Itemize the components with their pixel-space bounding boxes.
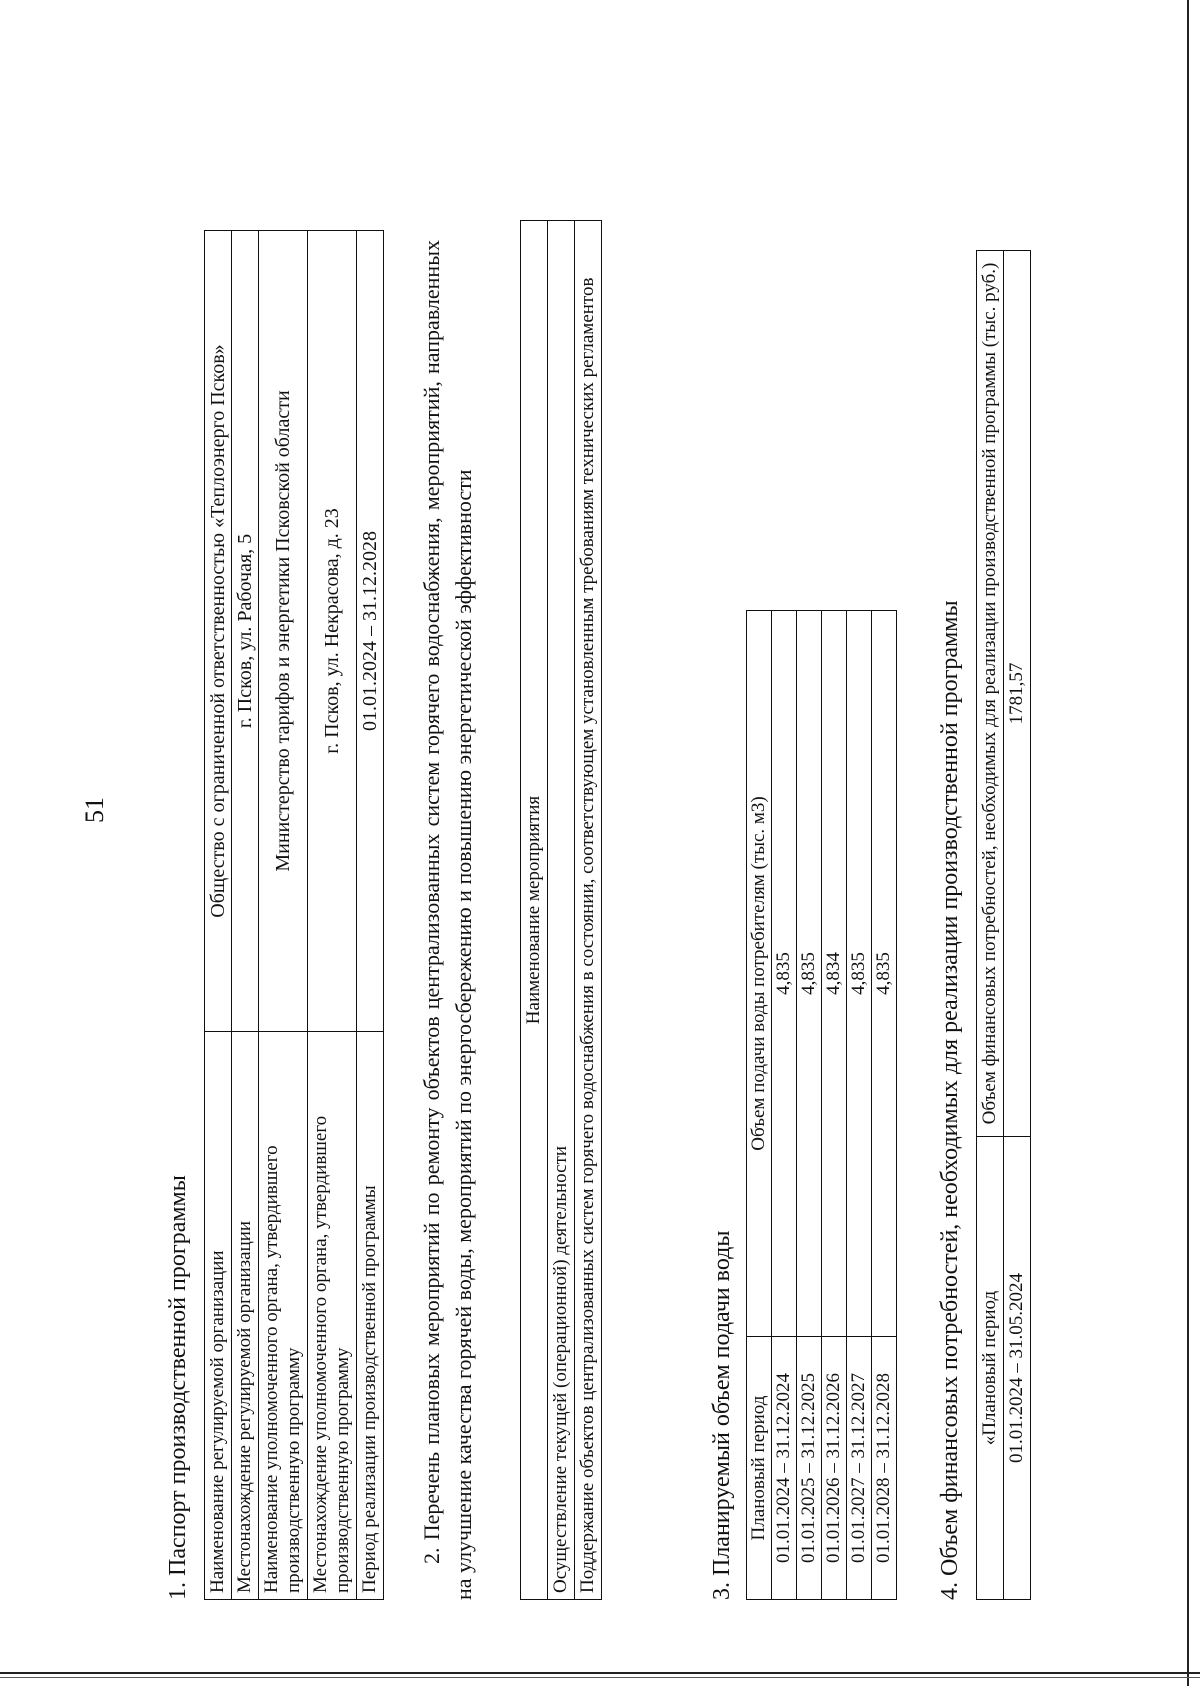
financial-period: 01.01.2024 – 31.05.2024 <box>1004 1137 1031 1600</box>
section2-title: 2. Перечень плановых мероприятий по ремонту объектов централизованных систем горячего водоснабжения, мероприятий, направленных на улучшение качества горячей воды, мероприятий по энергосбережению и повышению энергетической эффективности <box>419 240 476 1600</box>
water-volume-period: 01.01.2025 – 31.12.2025 <box>797 1337 822 1600</box>
passport-label: Местонахождение уполномоченного органа, утвердившего производственную программу <box>308 1032 357 1600</box>
water-volume-table <box>746 610 897 1600</box>
water-volume-value: 4,835 <box>797 611 822 1337</box>
passport-label: Период реализации производственной программы <box>357 1032 384 1600</box>
water-volume-value: 4,835 <box>872 611 897 1337</box>
water-volume-row <box>822 611 847 1600</box>
passport-value: Общество с ограниченной ответственностью «Теплоэнерго Псков» <box>205 231 232 1032</box>
passport-row <box>259 231 308 1600</box>
passport-label: Местонахождение регулируемой организации <box>232 1032 259 1600</box>
scan-border-bottom-inner <box>0 1677 1200 1678</box>
water-volume-value: 4,835 <box>772 611 797 1337</box>
measure-name: Поддержание объектов централизованных систем горячего водоснабжения в состоянии, соответствующем установленным требованиям технических регламентов <box>575 221 602 1600</box>
financial-needs-table <box>976 250 1031 1600</box>
financial-row <box>1004 251 1031 1600</box>
measures-header: Наименование мероприятия <box>521 221 548 1600</box>
passport-label: Наименование регулируемой организации <box>205 1032 232 1600</box>
financial-header-period: «Плановый период <box>977 1137 1004 1600</box>
page-number: 51 <box>80 797 109 823</box>
water-volume-value: 4,834 <box>822 611 847 1337</box>
measure-row <box>575 221 602 1600</box>
rotated-document-page <box>80 50 1120 1610</box>
financial-header-amount: Объем финансовых потребностей, необходимых для реализации производственной программы (тыс. руб.) <box>977 251 1004 1137</box>
water-volume-row <box>772 611 797 1600</box>
scan-border-bottom <box>0 1672 1200 1674</box>
water-volume-header-volume: Объем подачи воды потребителям (тыс. м3) <box>747 611 772 1337</box>
water-volume-header-period: Плановый период <box>747 1337 772 1600</box>
passport-row <box>308 231 357 1600</box>
passport-row <box>232 231 259 1600</box>
section3-title: 3. Планируемый объем подачи воды <box>709 1230 735 1600</box>
financial-amount: 1781,57 <box>1004 251 1031 1137</box>
measure-row <box>548 221 575 1600</box>
water-volume-value: 4,835 <box>847 611 872 1337</box>
scan-border-right <box>1187 0 1189 1686</box>
measure-name: Осуществление текущей (операционной) деятельности <box>548 221 575 1600</box>
water-volume-row <box>797 611 822 1600</box>
water-volume-row <box>872 611 897 1600</box>
passport-value: Министерство тарифов и энергетики Псковской области <box>259 231 308 1032</box>
water-volume-period: 01.01.2026 – 31.12.2026 <box>822 1337 847 1600</box>
passport-row <box>205 231 232 1600</box>
passport-value: г. Псков, ул. Рабочая, 5 <box>232 231 259 1032</box>
passport-table <box>204 230 384 1600</box>
water-volume-period: 01.01.2027 – 31.12.2027 <box>847 1337 872 1600</box>
passport-value: 01.01.2024 – 31.12.2028 <box>357 231 384 1032</box>
water-volume-period: 01.01.2028 – 31.12.2028 <box>872 1337 897 1600</box>
measures-table <box>520 220 602 1600</box>
passport-row <box>357 231 384 1600</box>
passport-label: Наименование уполномоченного органа, утвердившего производственную программу <box>259 1032 308 1600</box>
passport-value: г. Псков, ул. Некрасова, д. 23 <box>308 231 357 1032</box>
section1-title: 1. Паспорт производственной программы <box>165 1175 191 1600</box>
water-volume-period: 01.01.2024 – 31.12.2024 <box>772 1337 797 1600</box>
water-volume-row <box>847 611 872 1600</box>
section4-title: 4. Объем финансовых потребностей, необходимых для реализации производственной программы <box>937 600 963 1600</box>
